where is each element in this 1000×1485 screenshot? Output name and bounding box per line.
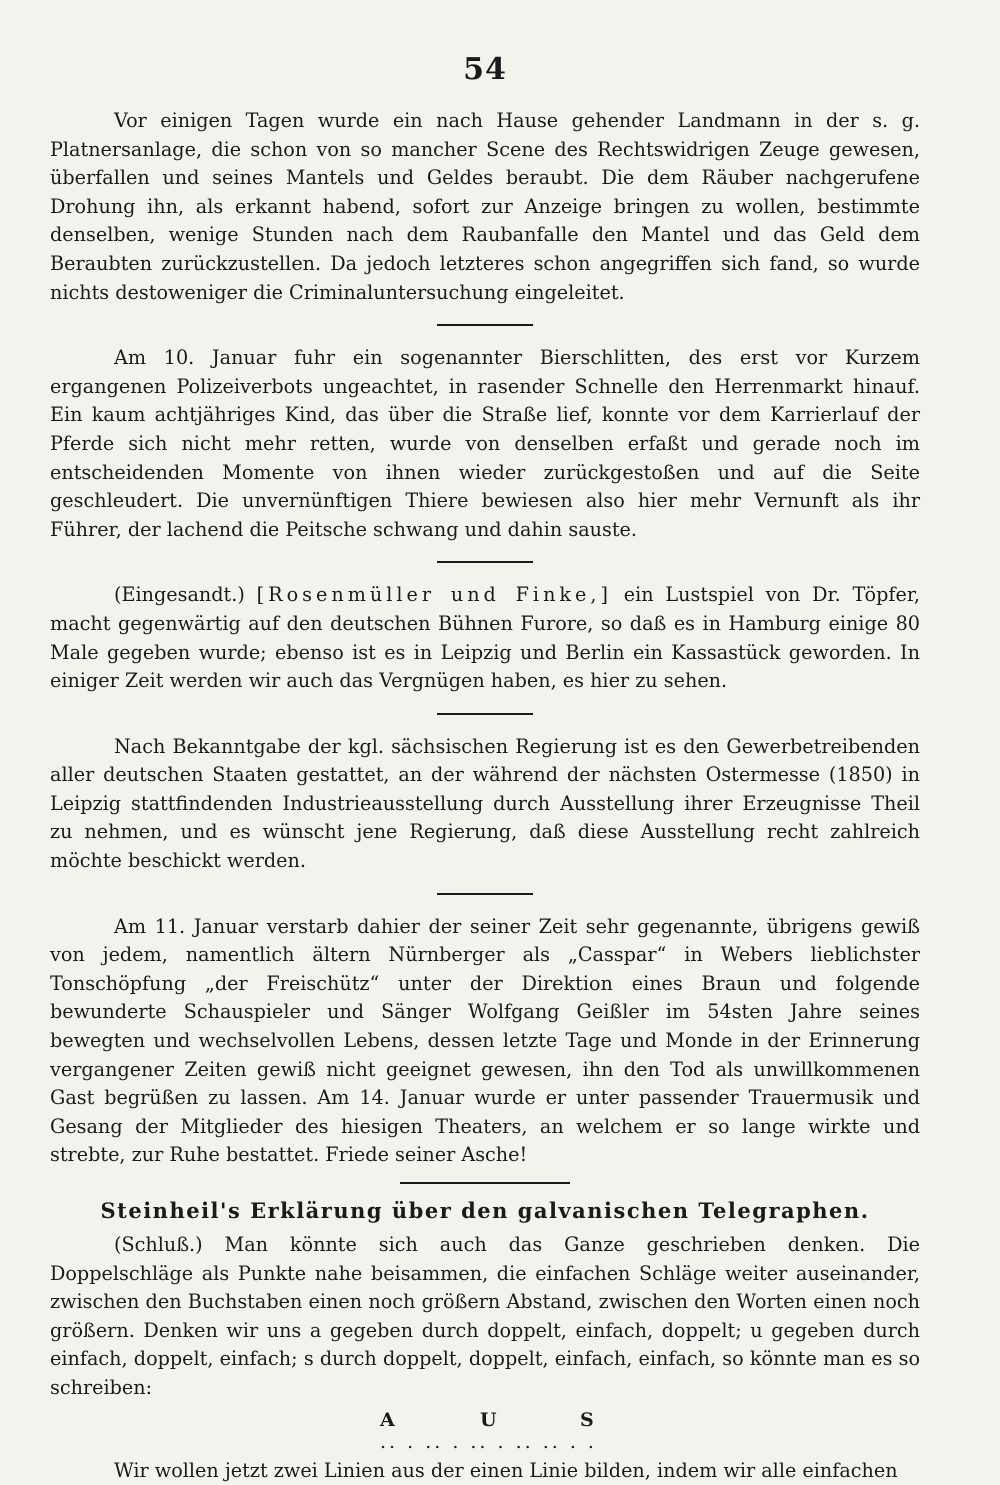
article-eingesandt	[50, 581, 920, 695]
page-number: 54	[463, 52, 507, 87]
article-divider	[437, 893, 533, 895]
letter-s: S	[580, 1408, 594, 1431]
article-divider	[437, 324, 533, 326]
article-exhibition: Nach Bekanntgabe der kgl. sächsischen Regierung ist es den Gewerbetreibenden aller deutschen Staaten gestattet, an der während der nächsten Ostermesse (1850) in Leipzig stattfindenden Industrieausstellung durch Ausstellung ihrer Erzeugnisse Theil zu nehmen, und es wünscht jene Regierung, daß diese Ausstellung recht zahlreich möchte beschickt werden.	[50, 734, 920, 873]
eingesandt-prefix: (Eingesandt.)	[114, 583, 245, 607]
article-divider	[437, 713, 533, 715]
play-title: [Rosenmüller und Finke,]	[256, 583, 612, 607]
telegraph-last-line: Wir wollen jetzt zwei Linien aus der einen Linie bilden, indem wir alle einfachen	[114, 1458, 898, 1482]
article-beer-sled: Am 10. Januar fuhr ein sogenannter Bierschlitten, des erst vor Kurzem ergangenen Polizeiverbots ungeachtet, in rasender Schnelle den Herrenmarkt hinauf. Ein kaum achtjähriges Kind, das über die Straße lief, konnte vor dem Karrierlauf der Pferde sich nicht mehr retten, wurde von denselben erfaßt und gerade noch im entscheidenden Momente von ihnen wieder zurückgestoßen und auf die Seite geschleudert. Die unvernünftigen Thiere bewiesen also hier mehr Vernunft als ihr Führer, der lachend die Peitsche schwang und dahin sauste.	[50, 346, 920, 541]
telegraph-body: (Schluß.) Man könnte sich auch das Ganze geschrieben denken. Die Doppelschläge als Punkte nahe beisammen, die einfachen Schläge weiter auseinander, zwischen den Buchstaben einen noch größern Abstand, zwischen den Worten einen noch größern. Denken wir uns a gegeben durch doppelt, einfach, doppelt; u gegeben durch einfach, doppelt, einfach; s durch doppelt, doppelt, einfach, einfach, so könnte man es so schreiben:	[50, 1233, 920, 1399]
article-obituary: Am 11. Januar verstarb dahier der seiner Zeit sehr gegenannte, übrigens gewiß von jedem, namentlich ältern Nürnberger als „Casspar“ in Webers lieblichster Tonschöpfung „der Freischütz“ unter der Direktion eines Braun und folgende bewunderte Schauspieler und Sänger Wolfgang Geißler im 54sten Jahre seines bewegten und wechselvollen Lebens, dessen letzte Tage und Monde in der Erinnerung vergangener Zeiten gewiß nicht geeignet gewesen, ihn den Tod als unwillkommenen Gast begrüßen zu lassen. Am 14. Januar wurde er unter passender Trauermusik und Gesang der Mitglieder des hiesigen Theaters, an welchem er so lange wirkte und strebte, zur Ruhe bestattet. Friede seiner Asche!	[50, 914, 920, 1167]
article-divider	[437, 561, 533, 563]
letter-a: A	[380, 1408, 395, 1431]
section-divider	[400, 1182, 570, 1184]
article-robbery: Vor einigen Tagen wurde ein nach Hause gehender Landmann in der s. g. Platnersanlage, die schon von so mancher Scene des Rechtswidrigen Zeuge gewesen, überfallen und seines Mantels und Geldes beraubt. Die dem Räuber nachgerufene Drohung ihn, als erkannt habend, sofort zur Anzeige bringen zu wollen, bestimmte denselben, wenige Stunden nach dem Raubanfalle den Mantel und das Geld dem Beraubten zurückzustellen. Da jedoch letzteres schon angegriffen sich fand, so wurde nichts destoweniger die Criminaluntersuchung eingeleitet.	[50, 109, 920, 304]
section-heading: Steinheil's Erklärung über den galvanischen Telegraphen.	[100, 1198, 870, 1223]
eingesandt-body: ein Lustspiel von Dr. Töpfer, macht gegenwärtig auf den deutschen Bühnen Furore, so daß es in Hamburg einige 80 Male gegeben wurde; ebenso ist es in Leipzig und Berlin ein Kassastück geworden. In einiger Zeit werden wir auch das Vergnügen haben, es hier zu sehen.	[50, 583, 921, 693]
telegraph-letters	[50, 1409, 920, 1431]
letter-u: U	[480, 1408, 497, 1431]
telegraph-dots: .. . .. . .. . .. .. . .	[380, 1430, 597, 1453]
